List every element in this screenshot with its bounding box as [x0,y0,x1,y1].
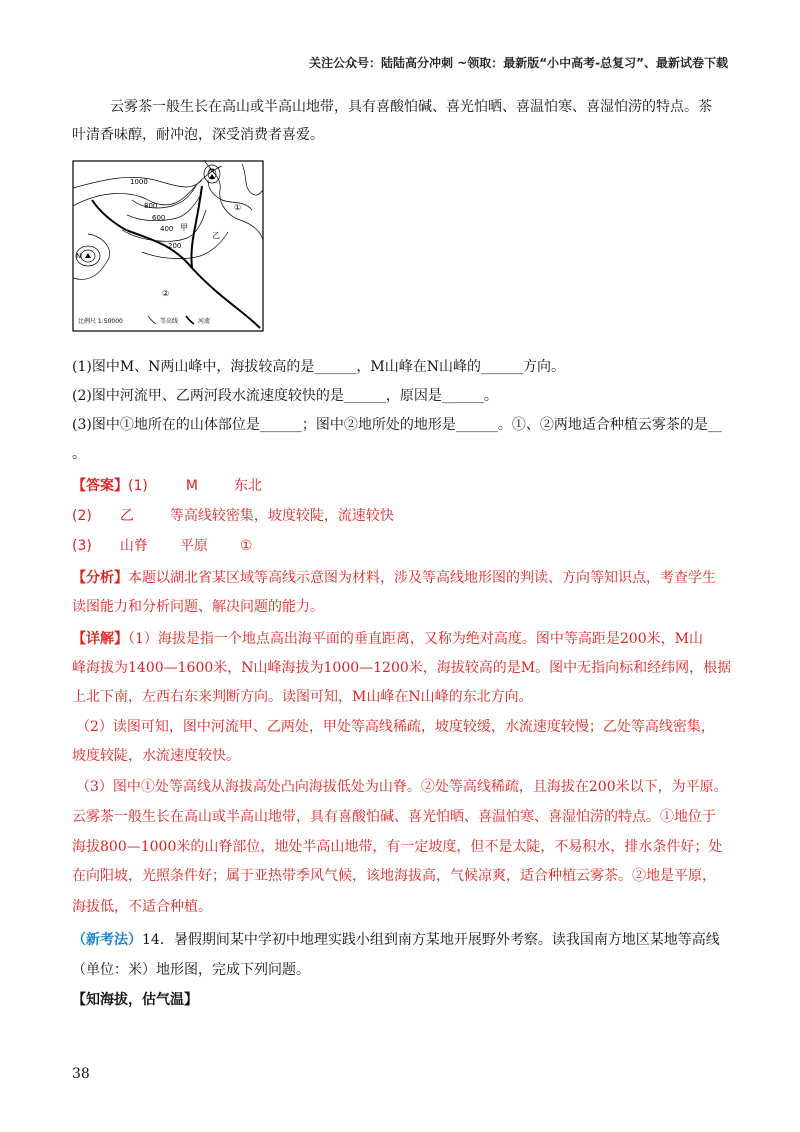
intro-line-2: 叶清香味醇，耐冲泡，深受消费者喜爱。 [72,127,324,143]
label-200: 200 [168,242,182,250]
label-jia: 甲 [180,223,188,232]
scale-label: 比例尺 1:50000 [78,318,123,325]
answer-3-y: 平原 [179,538,208,554]
detail-line-1 [72,628,703,650]
question-1: (1)图中M、N两山峰中，海拔较高的是______，M山峰在N山峰的______方向。 [72,359,565,375]
question-14-line-2: （单位：米）地形图，完成下列问题。 [72,962,310,978]
analysis-line-1 [72,567,716,589]
answer-line-1 [72,475,262,497]
detail-line-3: 上北下南，左西右东来判断方向。读图可知，M山峰在N山峰的东北方向。 [72,689,533,705]
detail-text-1: （1）海拔是指一个地点高出海平面的垂直距离，又称为绝对高度。图中等高距是200米，M山 [128,631,703,647]
answer-label: 【答案】 [72,478,128,494]
question-3: (3)图中①地所在的山体部位是______；图中②地所处的地形是______。①、②两地适合种植云雾茶的是__ [72,417,722,433]
question-14-line-1 [72,929,720,951]
new-method-tag: （新考法） [72,932,142,948]
legend-contour-label: 等高线 [160,318,179,325]
analysis-line-2: 读图能力和分析问题、解决问题的能力。 [72,599,324,615]
question-3-end: 。 [72,446,86,462]
question-14-subtitle: 【知海拔，估气温】 [72,992,198,1008]
detail-line-7: 云雾茶一般生长在高山或半高山地带，具有喜酸怕碱、喜光怕晒、喜温怕寒、喜湿怕涝的特点。①地位于 [72,809,716,825]
answer-2-y: 等高线较密集，坡度较陡，流速较快 [169,508,394,524]
answer-2-num: (2) [72,508,92,524]
page-header: 关注公众号：陆陆高分冲刺 ~领取：最新版“小中高考-总复习”、最新试卷下载 [309,56,728,70]
answer-3-x: 山脊 [119,538,148,554]
answer-2-x: 乙 [119,508,134,524]
question-2: (2)图中河流甲、乙两河段水流速度较快的是______，原因是______。 [72,388,498,404]
label-800: 800 [144,202,158,210]
analysis-label: 【分析】 [72,570,128,586]
label-600: 600 [152,214,166,222]
answer-line-3 [72,535,252,557]
detail-line-6: （3）图中①处等高线从海拔高处凸向海拔低处为山脊。②处等高线稀疏，且海拔在200米以下，为平原。 [76,779,728,795]
label-peak-m: M [209,168,215,175]
page-number: 38 [72,1066,90,1082]
answer-1-y: 东北 [233,478,262,494]
label-400: 400 [160,225,174,233]
detail-line-10: 海拔低，不适合种植。 [72,899,212,915]
contour-map [72,160,264,332]
detail-line-8: 海拔800—1000米的山脊部位，地处半高山地带，有一定坡度，但不是太陡，不易积水，排水条件好；处 [72,839,723,855]
label-point-1: ① [234,203,242,212]
label-point-2: ② [162,289,170,298]
intro-line-1: 云雾茶一般生长在高山或半高山地带，具有喜酸怕碱、喜光怕晒、喜温怕寒、喜湿怕涝的特点。茶 [110,99,712,115]
answer-3-z: ① [239,538,253,554]
detail-label: 【详解】 [72,631,128,647]
answer-1-num: (1) [128,478,148,494]
label-1000: 1000 [130,178,148,186]
answer-3-num: (3) [72,538,92,554]
detail-line-4: （2）读图可知，图中河流甲、乙两处，甲处等高线稀疏，坡度较缓，水流速度较慢；乙处等高线密集， [76,719,715,735]
detail-line-9: 在向阳坡，光照条件好；属于亚热带季风气候，该地海拔高，气候凉爽，适合种植云雾茶。②地是平原， [72,868,716,884]
analysis-text-1: 本题以湖北省某区域等高线示意图为材料，涉及等高线地形图的判读、方向等知识点，考查学生 [128,570,716,586]
legend-river-label: 河流 [198,318,211,325]
detail-line-2: 峰海拔为1400—1600米，N山峰海拔为1000—1200米，海拔较高的是M。图中无指向标和经纬网，根据 [72,660,732,676]
answer-1-x: M [185,478,198,494]
label-yi: 乙 [212,231,220,240]
answer-line-2 [72,505,394,527]
label-peak-n: N [76,252,82,260]
question-14-text: 14．暑假期间某中学初中地理实践小组到南方某地开展野外考察。读我国南方地区某地等高线 [142,932,720,948]
detail-line-5: 坡度较陡，水流速度较快。 [72,748,240,764]
